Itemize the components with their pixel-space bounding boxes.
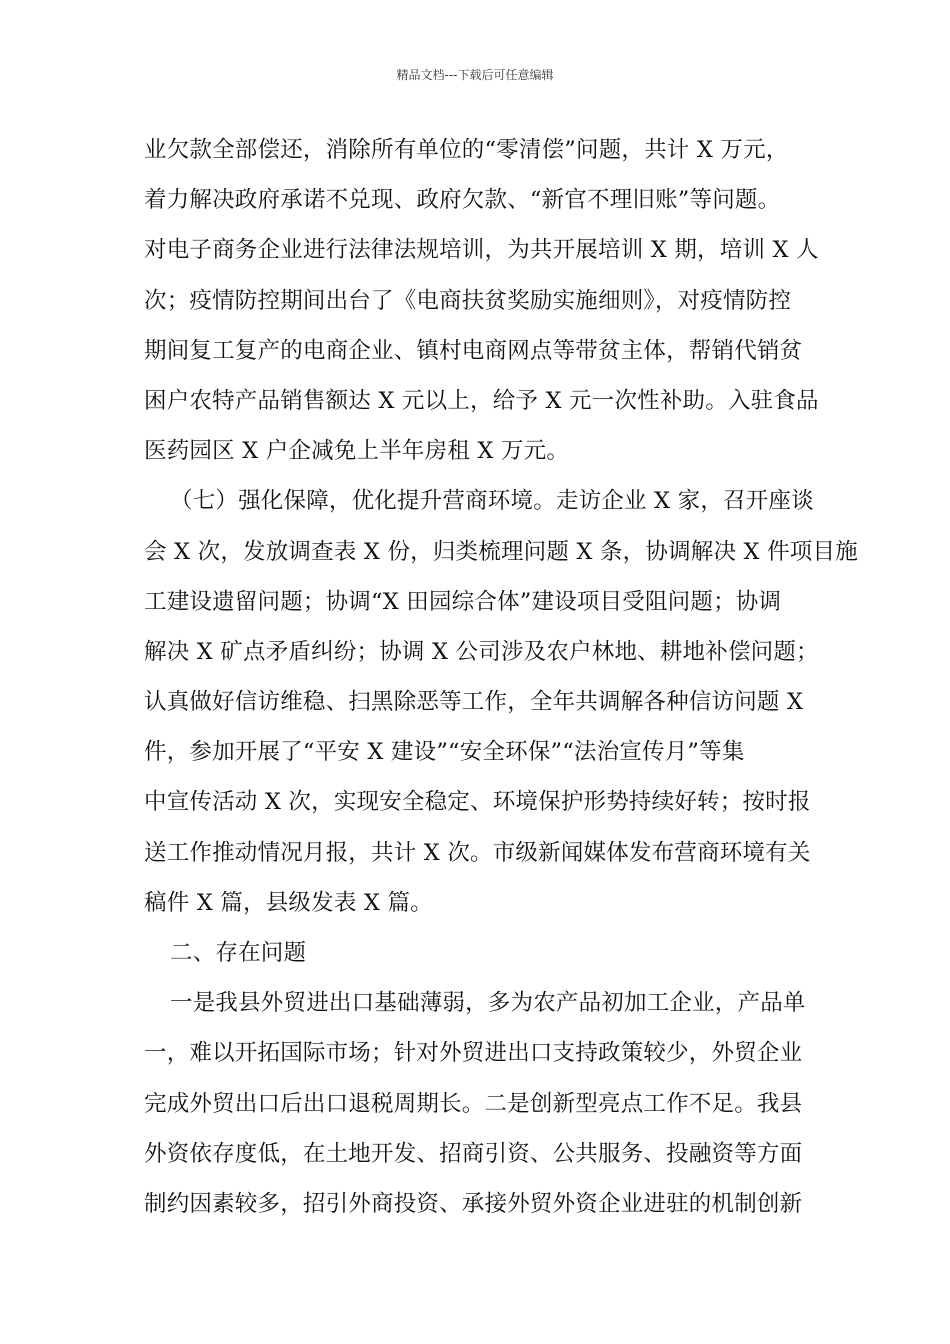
text-line: 期间复工复产的电商企业、镇村电商网点等带贫主体，帮销代销贫 <box>144 337 803 364</box>
text-line: 认真做好信访维稳、扫黑除恶等工作，全年共调解各种信访问题 X <box>144 689 804 716</box>
text-line: 会 X 次，发放调查表 X 份，归类梳理问题 X 条，协调解决 X 件项目施 <box>144 538 858 565</box>
text-line: 一，难以开拓国际市场；针对外贸进出口支持政策较少，外贸企业 <box>144 1040 803 1067</box>
text-line: 医药园区 X 户企减免上半年房租 X 万元。 <box>144 438 570 465</box>
text-line: 业欠款全部偿还，消除所有单位的“零清偿”问题，共计 X 万元， <box>144 137 789 163</box>
text-line: 送工作推动情况月报，共计 X 次。市级新闻媒体发布营商环境有关 <box>144 839 811 866</box>
text-line: 一是我县外贸进出口基础薄弱，多为农产品初加工企业，产品单 <box>170 990 806 1017</box>
text-line: 工建设遗留问题；协调“X 田园综合体”建设项目受阻问题；协调 <box>144 588 782 615</box>
text-line: 次；疫情防控期间出台了《电商扶贫奖励实施细则》，对疫情防控 <box>144 287 792 314</box>
text-line: 完成外贸出口后出口退税周期长。二是创新型亮点工作不足。我县 <box>144 1090 803 1117</box>
page-header: 精品文档---下载后可任意编辑 <box>396 68 554 82</box>
text-line: 解决 X 矿点矛盾纠纷；协调 X 公司涉及农户林地、耕地补偿问题； <box>144 638 819 665</box>
text-line: 着力解决政府承诺不兑现、政府欠款、“新官不理旧账”等问题。 <box>144 187 781 214</box>
text-line: 制约因素较多，招引外商投资、承接外贸外资企业进驻的机制创新 <box>144 1190 803 1217</box>
section-heading-line: （七）强化保障，优化提升营商环境。走访企业 X 家，召开座谈 <box>170 488 814 515</box>
text-line: 对电子商务企业进行法律法规培训，为共开展培训 X 期，培训 X 人 <box>144 237 819 264</box>
text-line: 件，参加开展了“平安 X 建设”“安全环保”“法治宣传月”等集 <box>144 739 745 766</box>
text-line: 中宣传活动 X 次，实现安全稳定、环境保护形势持续好转；按时报 <box>144 789 811 816</box>
text-line: 困户农特产品销售额达 X 元以上，给予 X 元一次性补助。入驻食品 <box>144 387 819 414</box>
text-line: 外资依存度低，在土地开发、招商引资、公共服务、投融资等方面 <box>144 1140 803 1167</box>
document-body <box>144 125 858 1229</box>
section-heading: 二、存在问题 <box>170 940 307 966</box>
text-line: 稿件 X 篇，县级发表 X 篇。 <box>144 889 433 916</box>
